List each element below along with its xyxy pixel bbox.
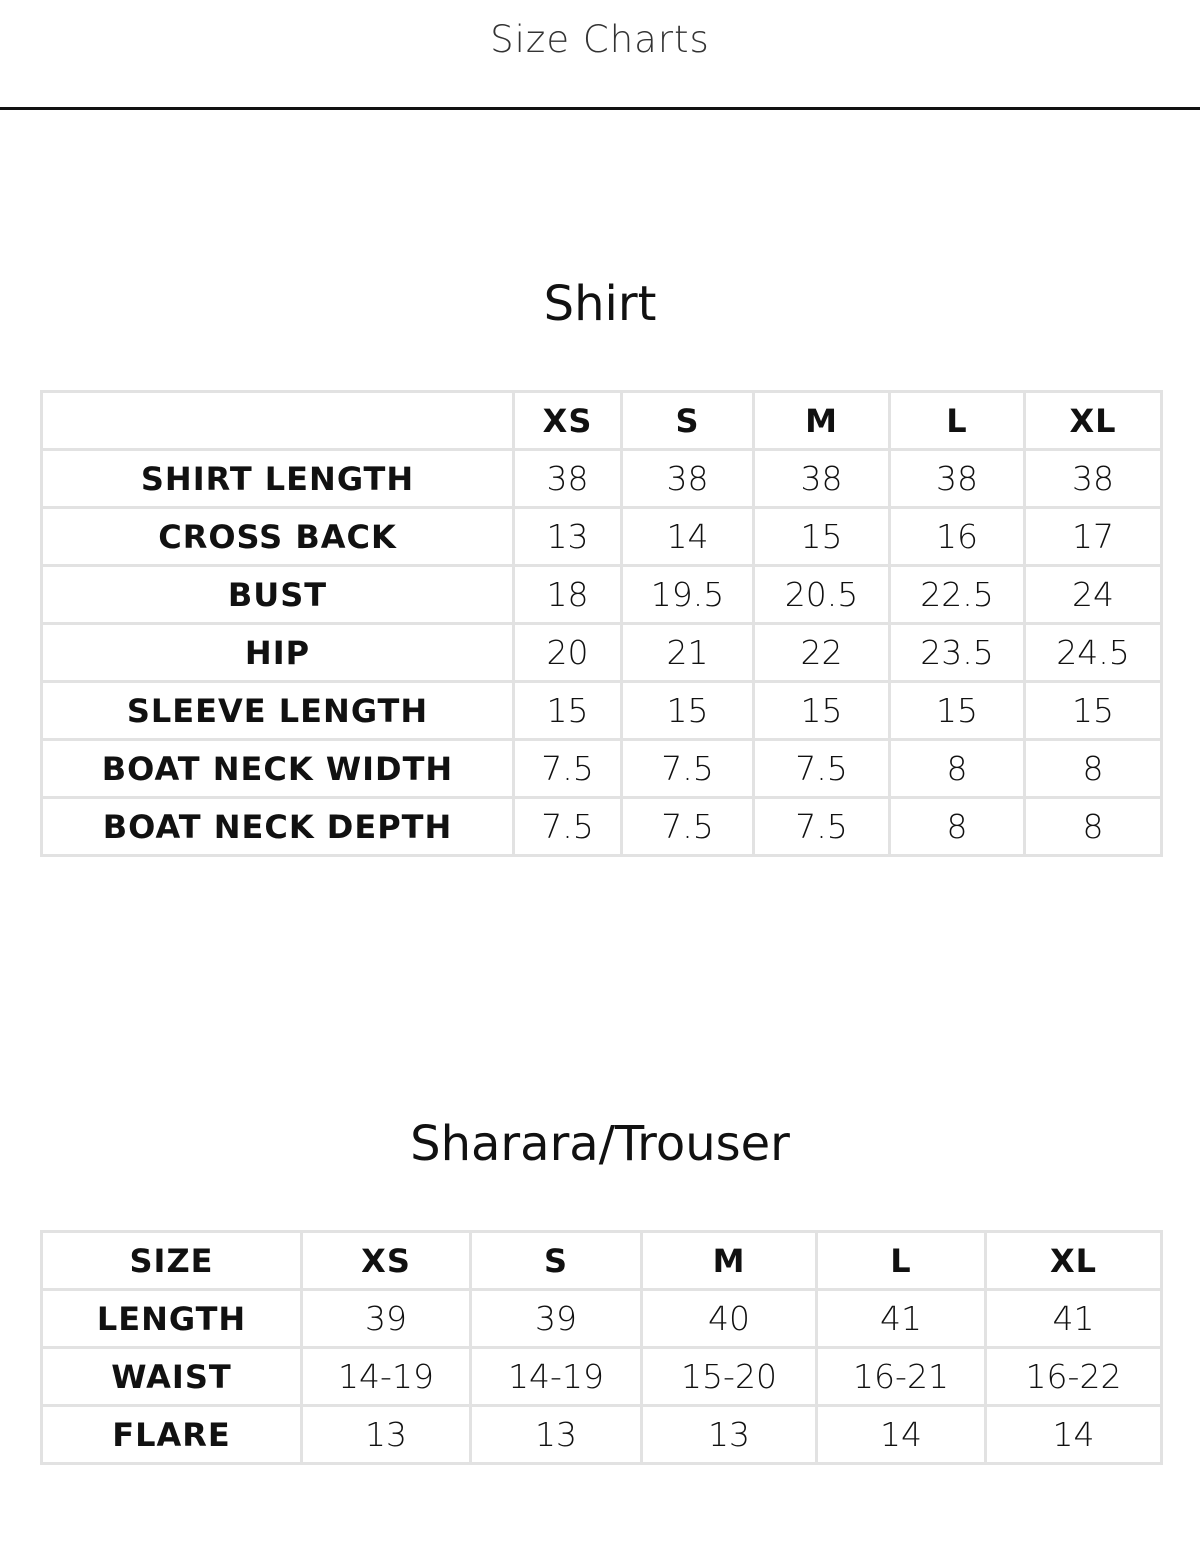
table-cell: 38 bbox=[890, 450, 1025, 508]
table-cell: 20.5 bbox=[754, 566, 890, 624]
table-cell: 14-19 bbox=[302, 1348, 471, 1406]
table-cell: 16-21 bbox=[817, 1348, 986, 1406]
table-cell: 7.5 bbox=[622, 798, 754, 856]
page-title: Size Charts bbox=[490, 18, 710, 61]
table-row bbox=[42, 508, 1162, 566]
table-row bbox=[42, 1406, 1162, 1464]
row-label: HIP bbox=[42, 624, 514, 682]
table-cell: 16 bbox=[890, 508, 1025, 566]
table-row bbox=[42, 566, 1162, 624]
table-row bbox=[42, 682, 1162, 740]
column-header-l: L bbox=[890, 392, 1025, 450]
table-cell: 22 bbox=[754, 624, 890, 682]
table-row bbox=[42, 798, 1162, 856]
table-row bbox=[42, 1348, 1162, 1406]
column-header-s: S bbox=[622, 392, 754, 450]
table-row bbox=[42, 624, 1162, 682]
table-header-row bbox=[42, 1232, 1162, 1290]
table-cell: 41 bbox=[817, 1290, 986, 1348]
table-cell: 41 bbox=[986, 1290, 1162, 1348]
table-cell: 13 bbox=[514, 508, 622, 566]
column-header-m: M bbox=[642, 1232, 817, 1290]
row-label: LENGTH bbox=[42, 1290, 302, 1348]
table-cell: 13 bbox=[471, 1406, 642, 1464]
column-header-l: L bbox=[817, 1232, 986, 1290]
table-cell: 38 bbox=[622, 450, 754, 508]
trouser-size-table bbox=[40, 1230, 1163, 1465]
table-cell: 38 bbox=[754, 450, 890, 508]
table-cell: 20 bbox=[514, 624, 622, 682]
table-cell: 14 bbox=[817, 1406, 986, 1464]
table-cell: 17 bbox=[1025, 508, 1162, 566]
column-header bbox=[42, 392, 514, 450]
row-label: SHIRT LENGTH bbox=[42, 450, 514, 508]
table-cell: 38 bbox=[514, 450, 622, 508]
column-header-m: M bbox=[754, 392, 890, 450]
column-header-xl: XL bbox=[1025, 392, 1162, 450]
table-row bbox=[42, 740, 1162, 798]
table-cell: 15 bbox=[1025, 682, 1162, 740]
column-header-size: SIZE bbox=[42, 1232, 302, 1290]
table-cell: 15 bbox=[514, 682, 622, 740]
row-label: BUST bbox=[42, 566, 514, 624]
page-header bbox=[0, 0, 1200, 110]
table-cell: 14 bbox=[622, 508, 754, 566]
table-cell: 15 bbox=[622, 682, 754, 740]
column-header-xs: XS bbox=[302, 1232, 471, 1290]
table-cell: 23.5 bbox=[890, 624, 1025, 682]
table-cell: 14 bbox=[986, 1406, 1162, 1464]
row-label: SLEEVE LENGTH bbox=[42, 682, 514, 740]
table-cell: 39 bbox=[302, 1290, 471, 1348]
row-label: BOAT NECK DEPTH bbox=[42, 798, 514, 856]
trouser-section-title: Sharara/Trouser bbox=[410, 1116, 790, 1172]
table-cell: 21 bbox=[622, 624, 754, 682]
table-cell: 15 bbox=[754, 508, 890, 566]
table-cell: 8 bbox=[1025, 798, 1162, 856]
table-cell: 13 bbox=[302, 1406, 471, 1464]
column-header-xs: XS bbox=[514, 392, 622, 450]
table-cell: 7.5 bbox=[514, 740, 622, 798]
row-label: FLARE bbox=[42, 1406, 302, 1464]
table-cell: 15-20 bbox=[642, 1348, 817, 1406]
table-row bbox=[42, 1290, 1162, 1348]
column-header-xl: XL bbox=[986, 1232, 1162, 1290]
shirt-section-title: Shirt bbox=[543, 276, 657, 332]
table-cell: 24 bbox=[1025, 566, 1162, 624]
table-cell: 24.5 bbox=[1025, 624, 1162, 682]
table-cell: 15 bbox=[754, 682, 890, 740]
table-cell: 22.5 bbox=[890, 566, 1025, 624]
table-cell: 8 bbox=[1025, 740, 1162, 798]
table-cell: 7.5 bbox=[514, 798, 622, 856]
table-cell: 13 bbox=[642, 1406, 817, 1464]
table-cell: 7.5 bbox=[754, 740, 890, 798]
table-cell: 39 bbox=[471, 1290, 642, 1348]
row-label: CROSS BACK bbox=[42, 508, 514, 566]
table-cell: 38 bbox=[1025, 450, 1162, 508]
column-header-s: S bbox=[471, 1232, 642, 1290]
row-label: WAIST bbox=[42, 1348, 302, 1406]
row-label: BOAT NECK WIDTH bbox=[42, 740, 514, 798]
table-cell: 14-19 bbox=[471, 1348, 642, 1406]
table-cell: 8 bbox=[890, 740, 1025, 798]
table-row bbox=[42, 450, 1162, 508]
table-cell: 7.5 bbox=[622, 740, 754, 798]
table-cell: 15 bbox=[890, 682, 1025, 740]
table-cell: 19.5 bbox=[622, 566, 754, 624]
table-header-row bbox=[42, 392, 1162, 450]
table-cell: 18 bbox=[514, 566, 622, 624]
table-cell: 40 bbox=[642, 1290, 817, 1348]
table-cell: 16-22 bbox=[986, 1348, 1162, 1406]
table-cell: 8 bbox=[890, 798, 1025, 856]
table-cell: 7.5 bbox=[754, 798, 890, 856]
shirt-size-table bbox=[40, 390, 1163, 857]
